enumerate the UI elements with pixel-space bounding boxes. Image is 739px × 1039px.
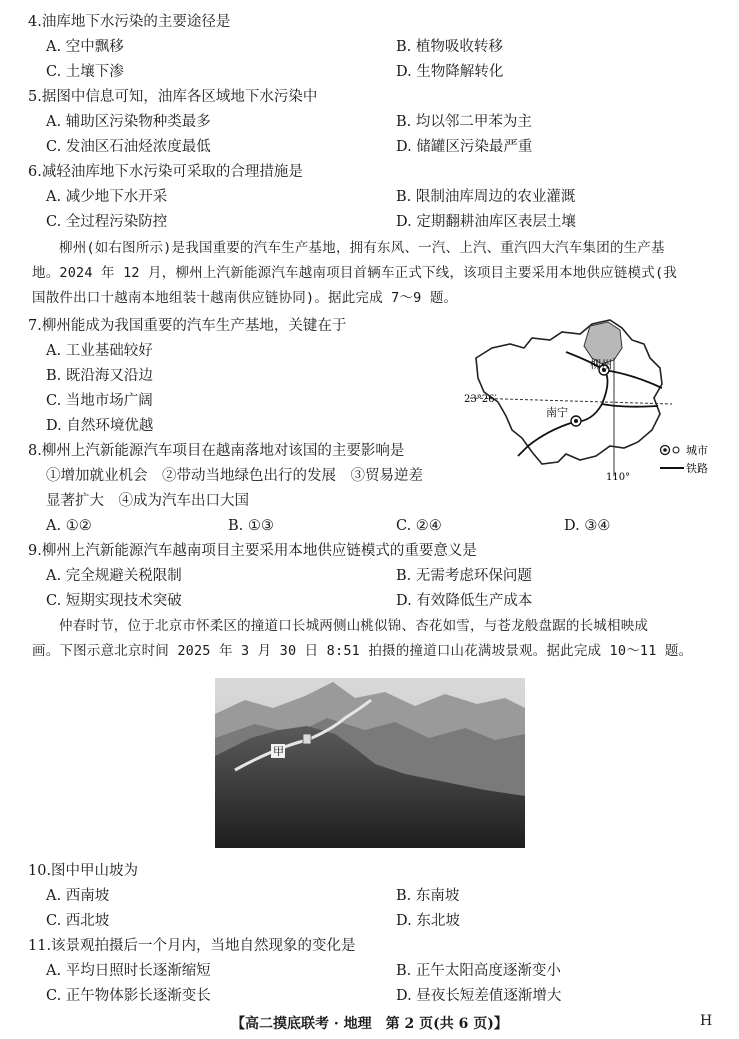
q9-option-c: C. 短期实现技术突破 [46,593,182,609]
q11-option-c: C. 正午物体影长逐渐变长 [46,988,211,1004]
q11-option-a: A. 平均日照时长逐渐缩短 [46,963,211,979]
q9-option-a: A. 完全规避关税限制 [46,568,182,584]
label-nanning: 南宁 [546,406,568,419]
q10-option-a: A. 西南坡 [46,888,110,904]
q11-stem: 11.该景观拍摄后一个月内，当地自然现象的变化是 [28,938,356,954]
guangxi-map [462,318,722,483]
guangxi-map-svg [462,318,722,483]
passage-great-wall-line1: 仲春时节，位于北京市怀柔区的撞道口长城两侧山桃似锦、杏花如雪，与苍龙般盘踞的长城相映成 [59,618,649,634]
legend-rail-label: 铁路 [686,462,708,475]
passage-great-wall [32,614,716,664]
q10-stem: 10.图中甲山坡为 [28,863,139,879]
q8-option-a: A. ①② [46,518,92,534]
q7-option-c: C. 当地市场广阔 [46,393,153,409]
passage-liuzhou [32,236,716,311]
q7-stem: 7.柳州能成为我国重要的汽车生产基地，关键在于 [28,318,347,334]
city-nanning-dot [574,419,578,423]
q11-option-d: D. 昼夜长短差值逐渐增大 [396,988,562,1004]
q5-option-c: C. 发油区石油烃浓度最低 [46,139,211,155]
label-latitude: 23°26′ [464,394,497,405]
region-outline [476,320,662,464]
legend-city-small [673,447,679,453]
q7-option-b: B. 既沿海又沿边 [46,368,153,384]
q4-option-a: A. 空中飘移 [46,39,124,55]
q6-option-c: C. 全过程污染防控 [46,214,168,230]
passage-great-wall-line2: 画。下图示意北京时间 2025 年 3 月 30 日 8:51 拍摄的撞道口山花满坡景观。据此完成 10～11 题。 [32,643,693,659]
q9-stem: 9.柳州上汽新能源汽车越南项目主要采用本地供应链模式的重要意义是 [28,543,477,559]
label-liuzhou: 柳州 [590,358,612,371]
q6-option-b: B. 限制油库周边的农业灌溉 [396,189,576,205]
q8-option-b: B. ①③ [228,518,274,534]
q5-stem: 5.据图中信息可知，油库各区域地下水污染中 [28,89,318,105]
watchtower [303,734,311,744]
q4-option-c: C. 土壤下渗 [46,64,124,80]
passage-liuzhou-line2: 地。2024 年 12 月，柳州上汽新能源汽车越南项目首辆车正式下线，该项目主要采用本地供应链模式(我 [32,265,677,281]
q8-option-c: C. ②④ [396,518,442,534]
passage-liuzhou-line3: 国散件出口十越南本地组装十越南供应链协同)。据此完成 7～9 题。 [32,290,458,306]
q6-option-d: D. 定期翻耕油库区表层土壤 [396,214,576,230]
q5-option-d: D. 储罐区污染最严重 [396,139,533,155]
photo-label-jia: 甲 [273,745,284,758]
q9-option-b: B. 无需考虑环保问题 [396,568,532,584]
label-longitude: 110° [606,472,631,483]
great-wall-photo-svg [215,678,525,848]
footer-version: H [700,1013,713,1029]
q4-stem: 4.油库地下水污染的主要途径是 [28,14,231,30]
q9-option-d: D. 有效降低生产成本 [396,593,533,609]
q8-option-d: D. ③④ [564,518,611,534]
q10-option-d: D. 东北坡 [396,913,460,929]
q7-option-d: D. 自然环境优越 [46,418,154,434]
q11-option-b: B. 正午太阳高度逐渐变小 [396,963,561,979]
legend-city-dot [663,448,667,452]
q4-option-b: B. 植物吸收转移 [396,39,503,55]
q8-statements-1: ①增加就业机会 ②带动当地绿色出行的发展 ③贸易逆差 [46,468,423,484]
q8-stem: 8.柳州上汽新能源汽车项目在越南落地对该国的主要影响是 [28,443,405,459]
q4-option-d: D. 生物降解转化 [396,64,504,80]
q7-option-a: A. 工业基础较好 [46,343,153,359]
q10-option-b: B. 东南坡 [396,888,460,904]
q10-option-c: C. 西北坡 [46,913,110,929]
legend-city-label: 城市 [686,444,708,457]
q6-stem: 6.减轻油库地下水污染可采取的合理措施是 [28,164,303,180]
great-wall-photo [215,678,525,848]
q6-option-a: A. 减少地下水开采 [46,189,168,205]
q5-option-b: B. 均以邻二甲苯为主 [396,114,532,130]
q8-statements-2: 显著扩大 ④成为汽车出口大国 [46,493,249,509]
footer-title: 【高二摸底联考 · 地理 第 2 页(共 6 页)】 [231,1016,508,1032]
q5-option-a: A. 辅助区污染物种类最多 [46,114,211,130]
passage-liuzhou-line1: 柳州(如右图所示)是我国重要的汽车生产基地，拥有东风、一汽、上汽、重汽四大汽车集团的生产基 [59,240,665,256]
